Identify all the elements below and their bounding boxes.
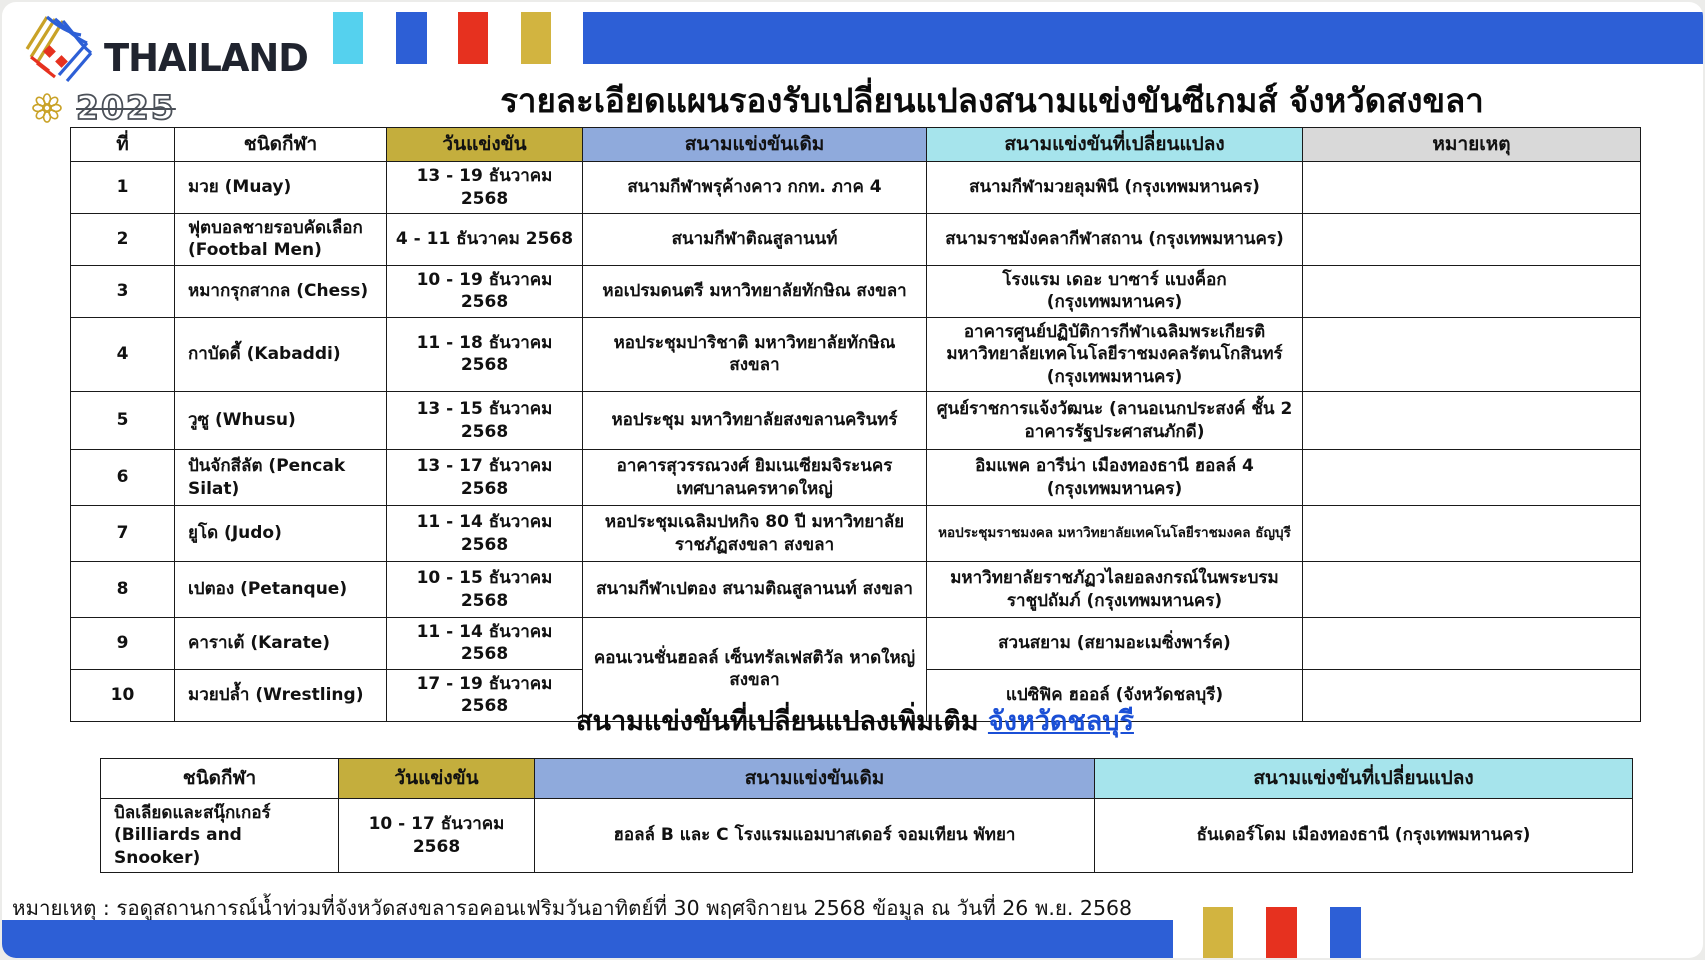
year-text: 2025 — [76, 88, 176, 127]
cell-date: 11 - 14 ธันวาคม 2568 — [387, 506, 583, 562]
cell-remark — [1303, 317, 1641, 391]
brand-text: THAILAND — [104, 36, 308, 80]
col-header-changed: สนามแข่งขันที่เปลี่ยนแปลง — [927, 128, 1303, 162]
cell-changed: สวนสยาม (สยามอะเมซิ่งพาร์ค) — [927, 618, 1303, 670]
cell-sport: กาบัดดี้ (Kabaddi) — [175, 317, 387, 391]
cell-date: 4 - 11 ธันวาคม 2568 — [387, 213, 583, 265]
cell-date: 13 - 17 ธันวาคม 2568 — [387, 450, 583, 506]
page-title: รายละเอียดแผนรองรับเปลี่ยนแปลงสนามแข่งขันซีเกมส์ จังหวัดสงขลา — [500, 81, 1484, 120]
cell-no: 10 — [71, 669, 175, 721]
cell-changed: โรงแรม เดอะ บาซาร์ แบงค็อก (กรุงเทพมหานคร) — [927, 265, 1303, 317]
cell-no: 8 — [71, 562, 175, 618]
cell-original: สนามกีฬาพรุค้างคาว กกท. ภาค 4 — [583, 162, 927, 214]
cell-remark — [1303, 506, 1641, 562]
cell-original: อาคารสุวรรณวงศ์ ยิมเนเซียมจิระนคร เทศบาลนครหาดใหญ่ — [583, 450, 927, 506]
cell-remark — [1303, 450, 1641, 506]
cell-no: 7 — [71, 506, 175, 562]
venue-change-table — [70, 127, 1641, 722]
col-header-original: สนามแข่งขันเดิม — [583, 128, 927, 162]
col-header-changed: สนามแข่งขันที่เปลี่ยนแปลง — [1095, 759, 1633, 799]
col-header-no: ที่ — [71, 128, 175, 162]
ribbon-mark-icon — [25, 13, 95, 89]
cell-date: 13 - 15 ธันวาคม 2568 — [387, 392, 583, 450]
table-row — [71, 265, 1641, 317]
cell-sport: วูซู (Whusu) — [175, 392, 387, 450]
table-row — [71, 213, 1641, 265]
table-row — [71, 562, 1641, 618]
table-row — [71, 506, 1641, 562]
col-header-date: วันแข่งขัน — [339, 759, 535, 799]
decor-bar-gold — [521, 12, 551, 64]
cell-no: 3 — [71, 265, 175, 317]
col-header-remark: หมายเหตุ — [1303, 128, 1641, 162]
cell-sport: บิลเลียดและสนุ๊กเกอร์ (Billiards and Snooker) — [101, 799, 339, 873]
cell-no: 1 — [71, 162, 175, 214]
table-row — [71, 450, 1641, 506]
page-card — [2, 2, 1703, 958]
section-title — [70, 699, 1640, 742]
cell-no: 4 — [71, 317, 175, 391]
cell-date: 10 - 15 ธันวาคม 2568 — [387, 562, 583, 618]
cell-no: 9 — [71, 618, 175, 670]
section-title-text: สนามแข่งขันที่เปลี่ยนแปลงเพิ่มเติม — [576, 706, 988, 737]
cell-sport: เปตอง (Petanque) — [175, 562, 387, 618]
col-header-sport: ชนิดกีฬา — [101, 759, 339, 799]
cell-remark — [1303, 392, 1641, 450]
cell-date: 17 - 19 ธันวาคม 2568 — [387, 669, 583, 721]
table-header-row — [71, 128, 1641, 162]
cell-changed: อิมแพค อารีน่า เมืองทองธานี ฮอลล์ 4 (กรุงเทพมหานคร) — [927, 450, 1303, 506]
flower-icon — [32, 93, 62, 123]
cell-no: 5 — [71, 392, 175, 450]
cell-no: 6 — [71, 450, 175, 506]
cell-changed: แปซิฟิค ฮออล์ (จังหวัดชลบุรี) — [927, 669, 1303, 721]
table-header-row — [101, 759, 1633, 799]
table-row — [71, 162, 1641, 214]
decor-bottom-bar-blue — [2, 920, 1173, 958]
cell-date: 11 - 18 ธันวาคม 2568 — [387, 317, 583, 391]
cell-date: 13 - 19 ธันวาคม 2568 — [387, 162, 583, 214]
cell-remark — [1303, 162, 1641, 214]
cell-original: หอประชุมเฉลิมปหกิจ 80 ปี มหาวิทยาลัยราชภัฏสงขลา สงขลา — [583, 506, 927, 562]
table-row — [71, 392, 1641, 450]
cell-changed: อาคารศูนย์ปฏิบัติการกีฬาเฉลิมพระเกียรติ มหาวิทยาลัยเทคโนโลยีราชมงคลรัตนโกสินทร์ (กรุงเทพมหานคร) — [927, 317, 1303, 391]
additional-venue-table — [100, 758, 1633, 873]
cell-remark — [1303, 265, 1641, 317]
cell-remark — [1303, 562, 1641, 618]
table-row — [101, 799, 1633, 873]
cell-original: หอประชุมปาริชาติ มหาวิทยาลัยทักษิณ สงขลา — [583, 317, 927, 391]
cell-sport: ฟุตบอลชายรอบคัดเลือก (Footbal Men) — [175, 213, 387, 265]
cell-changed: สนามกีฬามวยลุมพินี (กรุงเทพมหานคร) — [927, 162, 1303, 214]
decor-bar-long-blue — [583, 12, 1703, 64]
decor-bottom-block-gold — [1203, 907, 1233, 958]
thailand-2025-logo — [18, 8, 318, 127]
cell-changed: หอประชุมราชมงคล มหาวิทยาลัยเทคโนโลยีราชมงคล ธัญบุรี — [927, 506, 1303, 562]
cell-sport: มวยปล้ำ (Wrestling) — [175, 669, 387, 721]
cell-date: 11 - 14 ธันวาคม 2568 — [387, 618, 583, 670]
cell-original-merged: คอนเวนชั่นฮอลล์ เซ็นทรัลเฟสติวัล หาดใหญ่ สงขลา — [583, 618, 927, 722]
cell-sport: ปันจักสีลัต (Pencak Silat) — [175, 450, 387, 506]
cell-remark — [1303, 618, 1641, 670]
col-header-date: วันแข่งขัน — [387, 128, 583, 162]
footnote: หมายเหตุ : รอดูสถานการณ์น้ำท่วมที่จังหวัดสงขลารอคอนเฟริมวันอาทิตย์ที่ 30 พฤศจิกายน 2568 ข้อมูล ณ วันที่ 26 พ.ย. 2568 — [12, 896, 1133, 920]
cell-original: หอเปรมดนตรี มหาวิทยาลัยทักษิณ สงขลา — [583, 265, 927, 317]
col-header-original: สนามแข่งขันเดิม — [535, 759, 1095, 799]
cell-changed: ธันเดอร์โดม เมืองทองธานี (กรุงเทพมหานคร) — [1095, 799, 1633, 873]
cell-no: 2 — [71, 213, 175, 265]
cell-original: สนามกีฬาติณสูลานนท์ — [583, 213, 927, 265]
cell-remark — [1303, 213, 1641, 265]
table-row — [71, 317, 1641, 391]
cell-sport: หมากรุกสากล (Chess) — [175, 265, 387, 317]
cell-original: ฮอลล์ B และ C โรงแรมแอมบาสเดอร์ จอมเทียน พัทยา — [535, 799, 1095, 873]
cell-original: สนามกีฬาเปตอง สนามติณสูลานนท์ สงขลา — [583, 562, 927, 618]
cell-sport: คาราเต้ (Karate) — [175, 618, 387, 670]
col-header-sport: ชนิดกีฬา — [175, 128, 387, 162]
cell-changed: สนามราชมังคลากีฬาสถาน (กรุงเทพมหานคร) — [927, 213, 1303, 265]
cell-original: หอประชุม มหาวิทยาลัยสงขลานครินทร์ — [583, 392, 927, 450]
decor-bottom-block-blue — [1330, 907, 1361, 958]
decor-bar-red — [458, 12, 488, 64]
decor-bar-cyan — [333, 12, 363, 64]
cell-changed: มหาวิทยาลัยราชภัฏวไลยอลงกรณ์ในพระบรมราชูปถัมภ์ (กรุงเทพมหานคร) — [927, 562, 1303, 618]
table-row — [71, 618, 1641, 670]
cell-sport: มวย (Muay) — [175, 162, 387, 214]
decor-bottom-block-red — [1266, 907, 1297, 958]
cell-date: 10 - 17 ธันวาคม 2568 — [339, 799, 535, 873]
decor-bar-blue — [396, 12, 427, 64]
cell-sport: ยูโด (Judo) — [175, 506, 387, 562]
chonburi-link[interactable]: จังหวัดชลบุรี — [987, 706, 1134, 737]
cell-date: 10 - 19 ธันวาคม 2568 — [387, 265, 583, 317]
cell-changed: ศูนย์ราชการแจ้งวัฒนะ (ลานอเนกประสงค์ ชั้น 2 อาคารรัฐประศาสนภักดี) — [927, 392, 1303, 450]
